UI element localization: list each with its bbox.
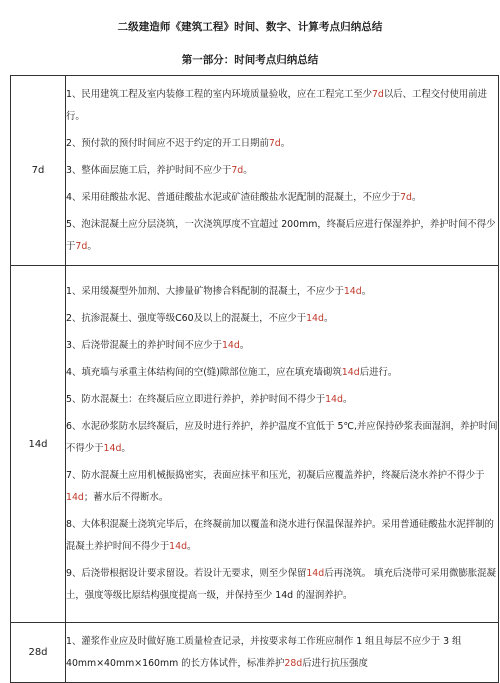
list-item: 5、泡沫混凝土应分层浇筑，一次浇筑厚度不宜超过 200mm，终凝后应进行保湿养护，养护时间不得少于7d。 [66,218,496,252]
document-title: 二级建造师《建筑工程》时间、数字、计算考点归纳总结 [117,21,383,33]
list-item: 9、后浇带根据设计要求留设。若设计无要求，则至少保留14d后再浇筑。 填充后浇带可采用微膨胀混凝土，强度等级比原结构强度提高一级，并保持至少 14d 的湿润养护。 [66,568,496,601]
list-item: 4、采用硅酸盐水泥、普通硅酸盐水泥或矿渣硅酸盐水泥配制的混凝土，不应少于7d。 [66,191,422,203]
section-heading: 第一部分：时间考点归纳总结 [181,54,319,66]
row-label: 28d [11,623,66,683]
list-item: 1、采用缓凝型外加剂、大掺量矿物掺合料配制的混凝土，不应少于14d。 [66,286,372,297]
summary-table [10,75,499,683]
list-item: 2、预付款的预付时间应不迟于约定的开工日期前7d。 [66,137,291,149]
row-content [66,266,499,623]
row-content [66,76,499,266]
list-item: 7、防水混凝土应用机械振捣密实，表面应抹平和压光，初凝后应覆盖养护，终凝后浇水养护不得少于14d；蓄水后不得断水。 [66,470,485,503]
list-item: 2、抗渗混凝土、强度等级C60及以上的混凝土，不应少于14d。 [66,313,334,324]
list-item: 3、整体面层施工后，养护时间不应少于7d。 [66,164,253,176]
row-7d [11,76,499,266]
list-item: 1、民用建筑工程及室内装修工程的室内环境质量验收，应在工程完工至少7d以后、工程交付使用前进行。 [66,88,488,122]
row-label: 14d [11,266,66,623]
list-item: 4、填充墙与承重主体结构间的空(缝)隙部位施工，应在填充墙砌筑14d后进行。 [66,367,398,378]
list-item: 6、水泥砂浆防水层终凝后，应及时进行养护，养护温度不宜低于 5℃,并应保持砂浆表面湿润，养护时间不得少于14d。 [66,421,498,454]
row-label: 7d [11,76,66,266]
list-item: 5、防水混凝土：在终凝后应立即进行养护，养护时间不得少于14d。 [66,394,353,405]
list-item: 1、灌浆作业应及时做好施工质量检查记录，并按要求每工作班应制作 1 组且每层不应少于 3 组 40mm×40mm×160mm 的长方体试件，标准养护28d后进行抗压强度 [66,635,462,669]
list-item: 3、后浇带混凝土的养护时间不应少于14d。 [66,340,250,351]
row-14d [11,266,499,623]
list-item: 8、大体积混凝土浇筑完毕后，在终凝前加以覆盖和浇水进行保温保湿养护。采用普通硅酸盐水泥拌制的混凝土养护时间不得少于14d。 [66,519,494,552]
